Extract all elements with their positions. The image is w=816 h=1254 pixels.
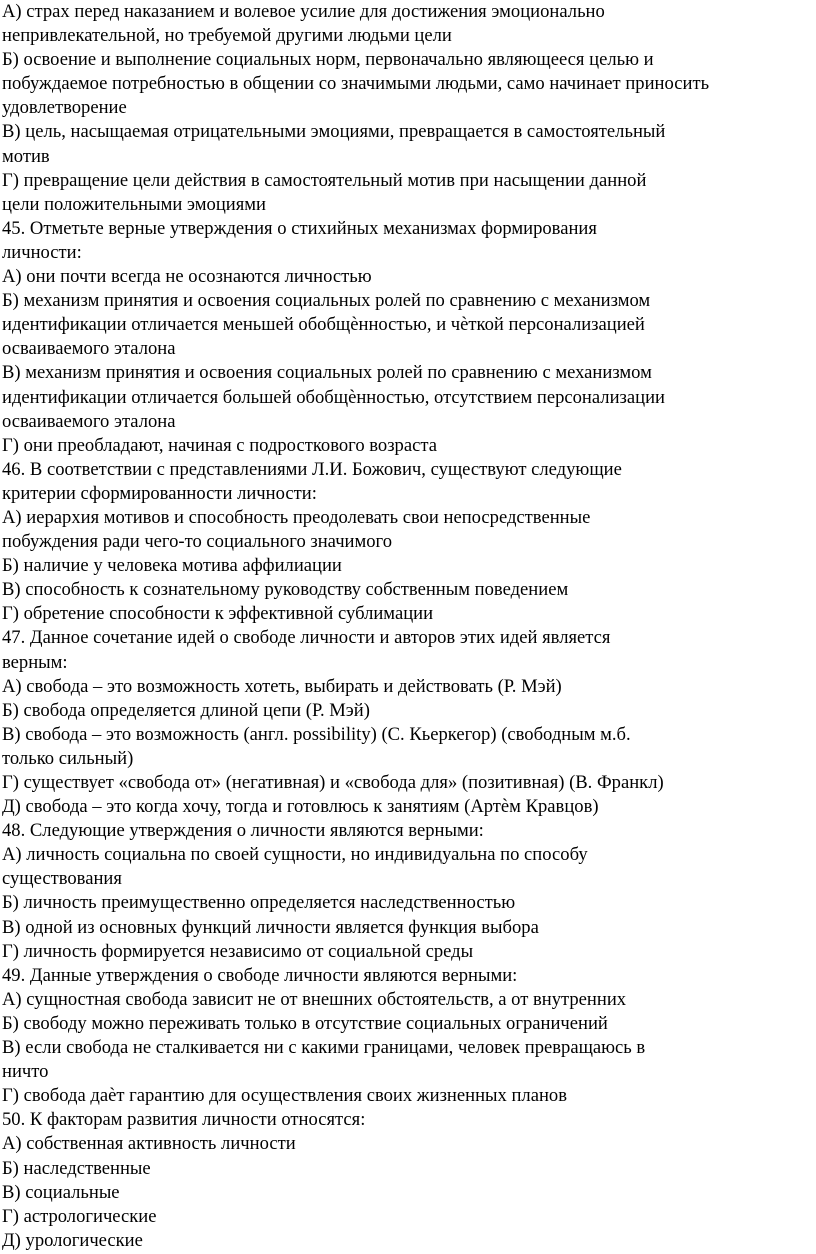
text-line: Г) астрологические xyxy=(2,1205,157,1227)
question-heading: 46. В соответствии с представлениями Л.И. Божович, существуют следующие xyxy=(2,458,622,480)
text-line: Г) личность формируется независимо от социальной среды xyxy=(2,940,474,962)
question-heading: верным: xyxy=(2,651,68,673)
text-line: Б) механизм принятия и освоения социальных ролей по сравнению с механизмом xyxy=(2,290,651,312)
text-line: побуждения ради чего-то социального значимого xyxy=(2,531,393,553)
text-line: В) свобода – это возможность (англ. possibility) (С. Кьеркегор) (свободным м.б. xyxy=(2,723,631,745)
text-line: удовлетворение xyxy=(2,97,127,119)
text-line: А) собственная активность личности xyxy=(2,1133,296,1155)
text-line: осваиваемого эталона xyxy=(2,410,176,432)
text-line: В) цель, насыщаемая отрицательными эмоциями, превращается в самостоятельный xyxy=(2,121,666,143)
text-line: идентификации отличается большей обобщѐнностью, отсутствием персонализации xyxy=(2,386,665,408)
question-heading: личности: xyxy=(2,241,82,263)
text-line: Б) наличие у человека мотива аффилиации xyxy=(2,555,342,577)
text-line: цели положительными эмоциями xyxy=(2,193,266,215)
text-line: мотив xyxy=(2,145,50,167)
text-line: Б) наследственные xyxy=(2,1157,151,1179)
text-line: только сильный) xyxy=(2,747,134,769)
text-line: ничто xyxy=(2,1061,49,1083)
text-line: Д) урологические xyxy=(2,1229,143,1251)
text-line: существования xyxy=(2,868,122,890)
question-heading: 47. Данное сочетание идей о свободе личности и авторов этих идей является xyxy=(2,627,611,649)
text-line: В) одной из основных функций личности является функция выбора xyxy=(2,916,539,938)
text-line: В) механизм принятия и освоения социальных ролей по сравнению с механизмом xyxy=(2,362,652,384)
text-line: А) иерархия мотивов и способность преодолевать свои непосредственные xyxy=(2,506,591,528)
question-heading: 50. К факторам развития личности относятся: xyxy=(2,1109,366,1131)
text-line: Г) свобода даѐт гарантию для осуществления своих жизненных планов xyxy=(2,1085,567,1107)
text-line: А) личность социальна по своей сущности, но индивидуальна по способу xyxy=(2,844,588,866)
text-line: А) свобода – это возможность хотеть, выбирать и действовать (Р. Мэй) xyxy=(2,675,562,697)
text-line: Б) свободу можно переживать только в отсутствие социальных ограничений xyxy=(2,1012,608,1034)
text-line: Г) обретение способности к эффективной сублимации xyxy=(2,603,434,625)
text-line: Г) существует «свобода от» (негативная) и «свобода для» (позитивная) (В. Франкл) xyxy=(2,772,664,793)
text-line: идентификации отличается меньшей обобщѐнностью, и чѐткой персонализацией xyxy=(2,314,645,336)
text-line: Б) личность преимущественно определяется наследственностью xyxy=(2,892,516,914)
text-line: Г) они преобладают, начиная с подросткового возраста xyxy=(2,434,437,456)
text-line: В) если свобода не сталкивается ни с какими границами, человек превращаюсь в xyxy=(2,1037,646,1059)
text-line: Д) свобода – это когда хочу, тогда и готовлюсь к занятиям (Артѐм Кравцов) xyxy=(2,796,599,818)
text-line: Б) освоение и выполнение социальных норм, первоначально являющееся целью и xyxy=(2,49,654,71)
question-heading: 48. Следующие утверждения о личности являются верными: xyxy=(2,820,484,842)
text-line: В) способность к сознательному руководству собственным поведением xyxy=(2,579,569,601)
text-line: осваиваемого эталона xyxy=(2,338,176,360)
question-heading: 45. Отметьте верные утверждения о стихийных механизмах формирования xyxy=(2,217,597,239)
question-heading: 49. Данные утверждения о свободе личности являются верными: xyxy=(2,964,518,986)
text-line: А) они почти всегда не осознаются личностью xyxy=(2,266,372,288)
text-line: А) страх перед наказанием и волевое усилие для достижения эмоционально xyxy=(2,1,605,22)
text-line: Б) свобода определяется длиной цепи (Р. Мэй) xyxy=(2,699,370,721)
question-heading: критерии сформированности личности: xyxy=(2,482,317,504)
text-line: В) социальные xyxy=(2,1181,120,1203)
text-line: Г) превращение цели действия в самостоятельный мотив при насыщении данной xyxy=(2,169,647,191)
text-line: непривлекательной, но требуемой другими людьми цели xyxy=(2,25,452,47)
text-line: побуждаемое потребностью в общении со значимыми людьми, само начинает приносить xyxy=(2,73,710,95)
text-line: А) сущностная свобода зависит не от внешних обстоятельств, а от внутренних xyxy=(2,988,627,1010)
